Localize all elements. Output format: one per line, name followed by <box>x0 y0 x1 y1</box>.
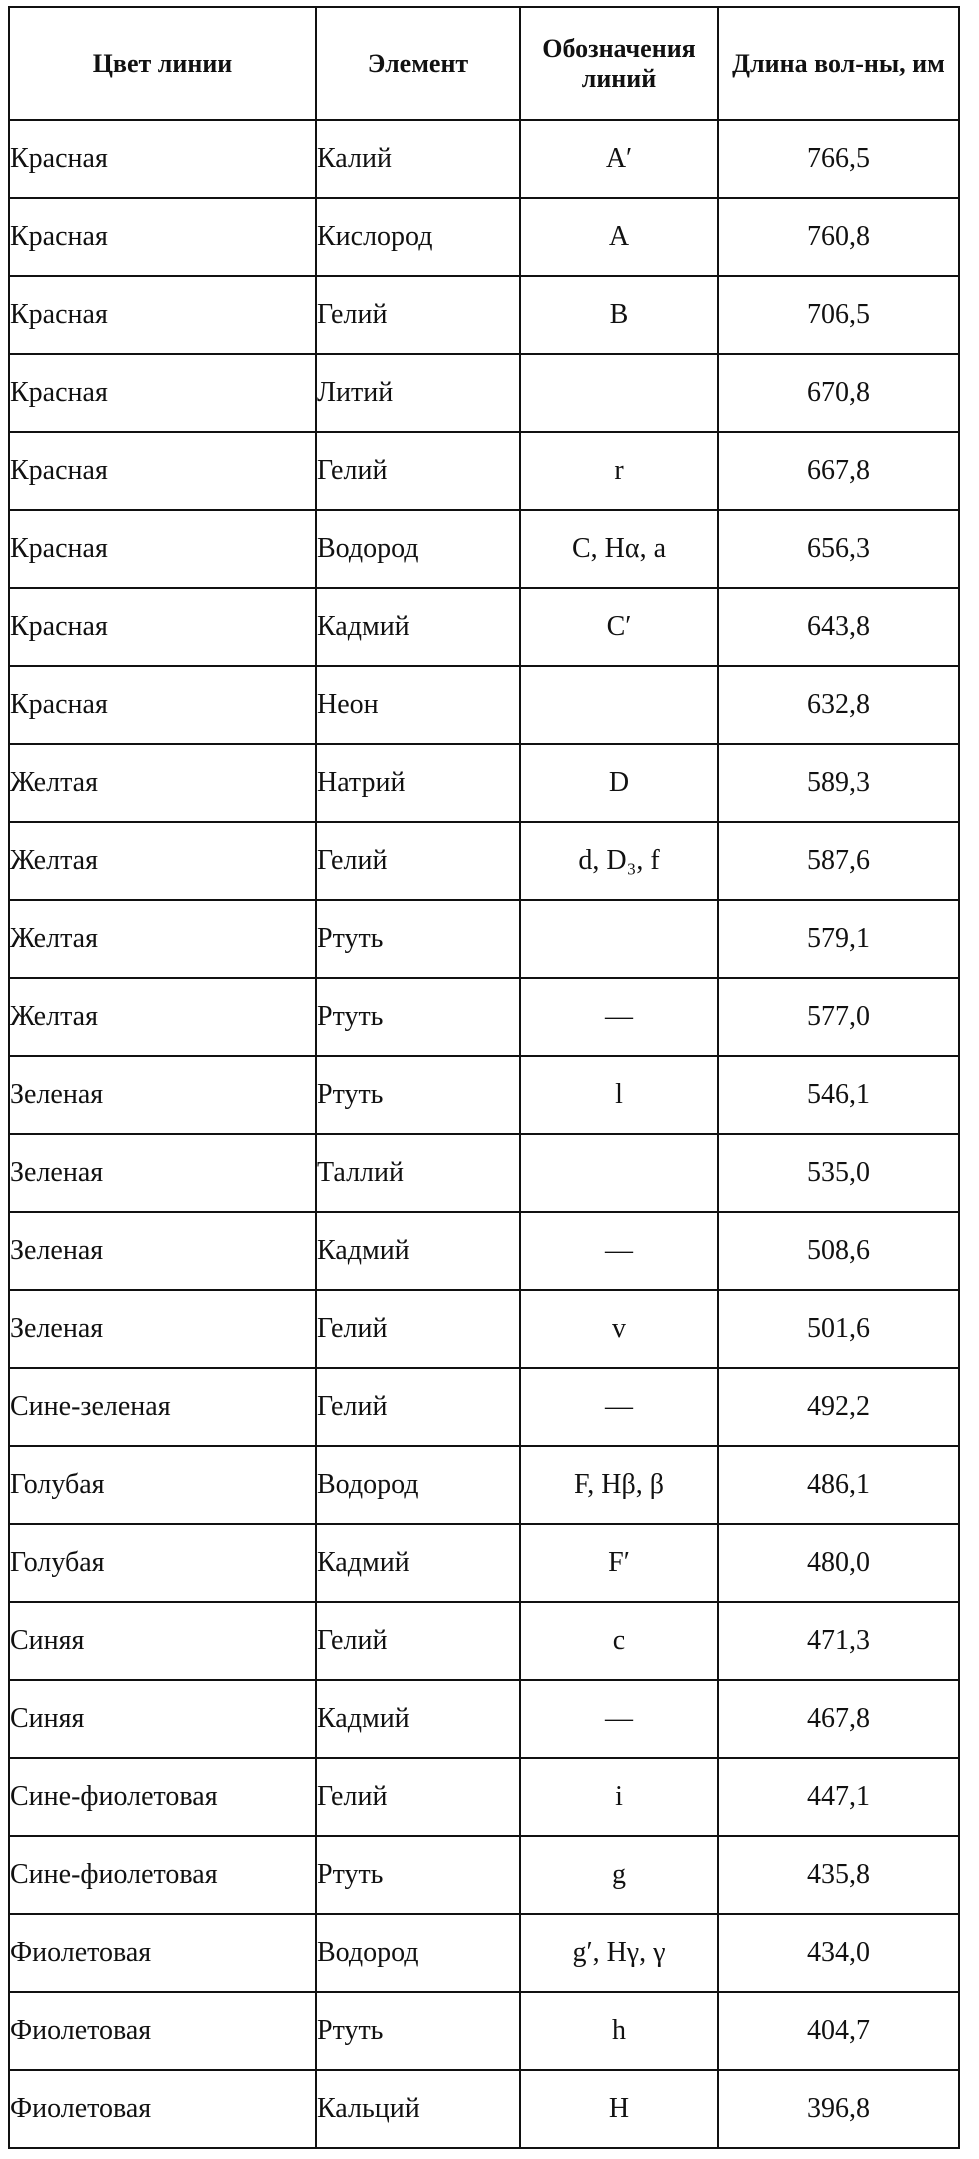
cell-line-notation: — <box>520 978 718 1056</box>
cell-line-color: Красная <box>9 432 316 510</box>
cell-line-color: Зеленая <box>9 1056 316 1134</box>
cell-line-color: Сине-фиолетовая <box>9 1758 316 1836</box>
cell-line-notation <box>520 1134 718 1212</box>
table-row <box>9 1056 959 1134</box>
cell-line-color: Синяя <box>9 1680 316 1758</box>
cell-element: Кадмий <box>316 1212 520 1290</box>
cell-line-notation: h <box>520 1992 718 2070</box>
header-element: Элемент <box>316 7 520 120</box>
cell-line-color: Фиолетовая <box>9 1914 316 1992</box>
cell-wavelength: 404,7 <box>718 1992 959 2070</box>
cell-element: Ртуть <box>316 1836 520 1914</box>
table-row <box>9 1134 959 1212</box>
table-row <box>9 198 959 276</box>
header-row <box>9 7 959 120</box>
table-row <box>9 120 959 198</box>
cell-line-notation: C, Hα, a <box>520 510 718 588</box>
cell-element: Гелий <box>316 432 520 510</box>
cell-element: Натрий <box>316 744 520 822</box>
cell-wavelength: 486,1 <box>718 1446 959 1524</box>
cell-line-notation: g′, Hγ, γ <box>520 1914 718 1992</box>
cell-wavelength: 434,0 <box>718 1914 959 1992</box>
cell-wavelength: 632,8 <box>718 666 959 744</box>
cell-wavelength: 577,0 <box>718 978 959 1056</box>
cell-line-color: Красная <box>9 198 316 276</box>
cell-line-color: Желтая <box>9 744 316 822</box>
cell-element: Водород <box>316 510 520 588</box>
cell-element: Ртуть <box>316 978 520 1056</box>
cell-line-color: Желтая <box>9 822 316 900</box>
table-row <box>9 744 959 822</box>
cell-wavelength: 471,3 <box>718 1602 959 1680</box>
cell-wavelength: 492,2 <box>718 1368 959 1446</box>
header-line-notation: Обозначения линий <box>520 7 718 120</box>
cell-element: Ртуть <box>316 1992 520 2070</box>
cell-line-notation: C′ <box>520 588 718 666</box>
cell-line-notation: g <box>520 1836 718 1914</box>
cell-line-notation: — <box>520 1368 718 1446</box>
table-row <box>9 1680 959 1758</box>
cell-element: Неон <box>316 666 520 744</box>
cell-line-color: Зеленая <box>9 1212 316 1290</box>
table-row <box>9 1446 959 1524</box>
cell-line-color: Голубая <box>9 1524 316 1602</box>
cell-line-notation: F, Hβ, β <box>520 1446 718 1524</box>
cell-line-color: Фиолетовая <box>9 1992 316 2070</box>
cell-element: Ртуть <box>316 900 520 978</box>
header-line-color: Цвет линии <box>9 7 316 120</box>
cell-line-color: Зеленая <box>9 1134 316 1212</box>
cell-wavelength: 760,8 <box>718 198 959 276</box>
cell-wavelength: 589,3 <box>718 744 959 822</box>
table-row <box>9 2070 959 2148</box>
table-row <box>9 354 959 432</box>
cell-element: Гелий <box>316 1290 520 1368</box>
cell-wavelength: 670,8 <box>718 354 959 432</box>
cell-wavelength: 508,6 <box>718 1212 959 1290</box>
cell-line-notation: D <box>520 744 718 822</box>
table-row <box>9 1524 959 1602</box>
cell-line-notation <box>520 900 718 978</box>
cell-wavelength: 667,8 <box>718 432 959 510</box>
cell-wavelength: 480,0 <box>718 1524 959 1602</box>
cell-wavelength: 501,6 <box>718 1290 959 1368</box>
cell-line-color: Сине-фиолетовая <box>9 1836 316 1914</box>
cell-element: Кальций <box>316 2070 520 2148</box>
cell-line-color: Красная <box>9 276 316 354</box>
cell-line-notation <box>520 666 718 744</box>
table-row <box>9 666 959 744</box>
cell-element: Гелий <box>316 822 520 900</box>
table-row <box>9 1992 959 2070</box>
cell-line-notation: — <box>520 1680 718 1758</box>
cell-line-notation: v <box>520 1290 718 1368</box>
cell-wavelength: 766,5 <box>718 120 959 198</box>
table-row <box>9 822 959 900</box>
table-row <box>9 1836 959 1914</box>
cell-element: Кадмий <box>316 1524 520 1602</box>
cell-element: Таллий <box>316 1134 520 1212</box>
cell-line-notation: B <box>520 276 718 354</box>
cell-wavelength: 706,5 <box>718 276 959 354</box>
table-row <box>9 1602 959 1680</box>
cell-element: Кадмий <box>316 588 520 666</box>
cell-line-color: Голубая <box>9 1446 316 1524</box>
cell-line-color: Красная <box>9 354 316 432</box>
cell-line-color: Красная <box>9 588 316 666</box>
cell-line-color: Синяя <box>9 1602 316 1680</box>
cell-line-notation: d, D₃, f <box>520 822 718 900</box>
cell-line-color: Желтая <box>9 978 316 1056</box>
cell-line-notation: r <box>520 432 718 510</box>
table-row <box>9 900 959 978</box>
table-row <box>9 1914 959 1992</box>
cell-line-notation: l <box>520 1056 718 1134</box>
cell-line-notation: F′ <box>520 1524 718 1602</box>
cell-wavelength: 587,6 <box>718 822 959 900</box>
cell-wavelength: 643,8 <box>718 588 959 666</box>
cell-element: Гелий <box>316 1368 520 1446</box>
cell-wavelength: 447,1 <box>718 1758 959 1836</box>
table-row <box>9 510 959 588</box>
cell-line-color: Красная <box>9 510 316 588</box>
cell-element: Гелий <box>316 1602 520 1680</box>
table-row <box>9 1290 959 1368</box>
cell-wavelength: 656,3 <box>718 510 959 588</box>
cell-line-notation: c <box>520 1602 718 1680</box>
cell-wavelength: 579,1 <box>718 900 959 978</box>
cell-line-color: Фиолетовая <box>9 2070 316 2148</box>
table-row <box>9 276 959 354</box>
cell-wavelength: 467,8 <box>718 1680 959 1758</box>
cell-line-color: Зеленая <box>9 1290 316 1368</box>
cell-element: Водород <box>316 1914 520 1992</box>
cell-line-notation: A <box>520 198 718 276</box>
cell-line-notation <box>520 354 718 432</box>
cell-wavelength: 435,8 <box>718 1836 959 1914</box>
cell-line-notation: A′ <box>520 120 718 198</box>
cell-element: Гелий <box>316 276 520 354</box>
cell-element: Ртуть <box>316 1056 520 1134</box>
cell-line-color: Сине-зеленая <box>9 1368 316 1446</box>
cell-line-notation: H <box>520 2070 718 2148</box>
cell-line-notation: — <box>520 1212 718 1290</box>
cell-element: Гелий <box>316 1758 520 1836</box>
table-row <box>9 1758 959 1836</box>
cell-line-color: Красная <box>9 120 316 198</box>
cell-element: Водород <box>316 1446 520 1524</box>
cell-wavelength: 546,1 <box>718 1056 959 1134</box>
cell-element: Калий <box>316 120 520 198</box>
table-row <box>9 588 959 666</box>
cell-line-color: Красная <box>9 666 316 744</box>
header-wavelength: Длина вол-ны, им <box>718 7 959 120</box>
table-row <box>9 1212 959 1290</box>
cell-line-notation: i <box>520 1758 718 1836</box>
table-body <box>9 120 959 2148</box>
spectral-lines-table <box>8 6 960 2149</box>
table-row <box>9 1368 959 1446</box>
cell-line-color: Желтая <box>9 900 316 978</box>
cell-wavelength: 396,8 <box>718 2070 959 2148</box>
cell-element: Литий <box>316 354 520 432</box>
cell-element: Кислород <box>316 198 520 276</box>
table-row <box>9 978 959 1056</box>
cell-element: Кадмий <box>316 1680 520 1758</box>
cell-wavelength: 535,0 <box>718 1134 959 1212</box>
table-row <box>9 432 959 510</box>
